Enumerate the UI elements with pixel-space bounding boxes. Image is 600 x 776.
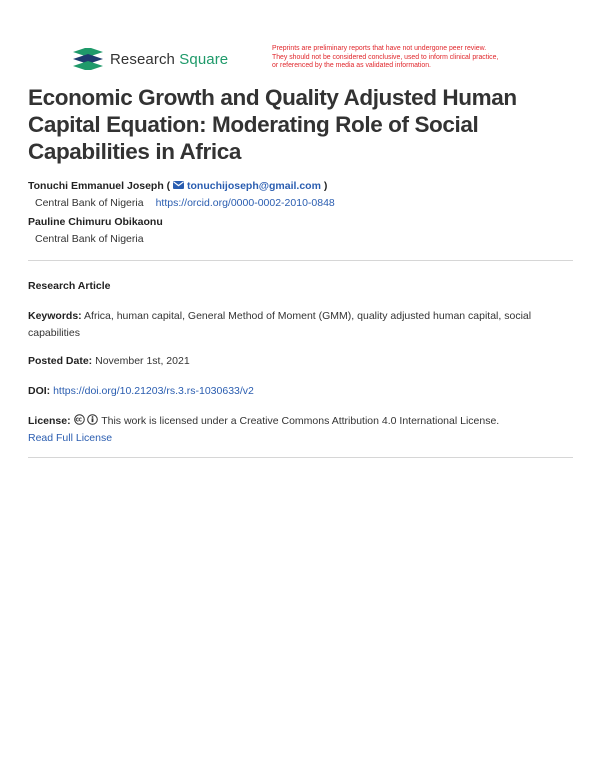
logo-square-text: Square [179,50,229,68]
keywords-label: Keywords: [28,310,82,322]
paper-title: Economic Growth and Quality Adjusted Human Capital Equation: Moderating Role of Social Capabilities in Africa [28,85,517,164]
license-row [28,413,558,447]
author-1 [28,180,327,192]
logo-wordmark [110,51,228,68]
license-label: License: [28,415,71,427]
author-2 [28,216,163,228]
research-square-logo-icon [73,48,103,70]
author-1-paren-close: ) [323,180,328,192]
author-1-affiliation-row [35,197,335,209]
author-1-email: tonuchijoseph@gmail.com [187,180,321,192]
doi-link[interactable]: https://doi.org/10.21203/rs.3.rs-1030633/v2 [53,385,254,397]
keywords-row [28,308,558,342]
envelope-icon [173,181,184,189]
license-text: This work is licensed under a Creative Commons Attribution 4.0 International License. [101,415,500,427]
divider-bottom [28,457,573,458]
creative-commons-icon [74,414,85,425]
doi-label: DOI: [28,385,51,397]
preprint-disclaimer [272,45,542,71]
posted-date-row [28,353,558,370]
disclaimer-line-2: They should not be considered conclusive, used to inform clinical practice, [272,53,499,61]
author-1-email-link[interactable] [173,180,324,192]
author-2-affiliation-row [35,233,144,245]
posted-date-label: Posted Date: [28,355,93,367]
keywords-value: Africa, human capital, General Method of Moment (GMM), quality adjusted human capital, social capabilities [28,310,532,339]
disclaimer-line-3: or referenced by the media as validated information. [272,62,431,70]
logo-research-text: Research [110,50,175,68]
author-1-affiliation: Central Bank of Nigeria [35,197,144,209]
article-type: Research Article [28,280,111,292]
attribution-icon [87,414,98,425]
doi-row [28,383,558,400]
read-full-license-link[interactable]: Read Full License [28,432,113,444]
research-square-logo[interactable] [73,48,228,70]
author-2-affiliation: Central Bank of Nigeria [35,233,144,245]
author-1-orcid-link[interactable]: https://orcid.org/0000-0002-2010-0848 [155,197,335,209]
divider-top [28,260,573,261]
author-2-name: Pauline Chimuru Obikaonu [28,216,163,228]
posted-date-value: November 1st, 2021 [95,355,190,367]
author-1-name: Tonuchi Emmanuel Joseph [28,180,164,192]
author-1-paren-open: ( [166,180,171,192]
disclaimer-line-1: Preprints are preliminary reports that have not undergone peer review. [272,45,487,52]
